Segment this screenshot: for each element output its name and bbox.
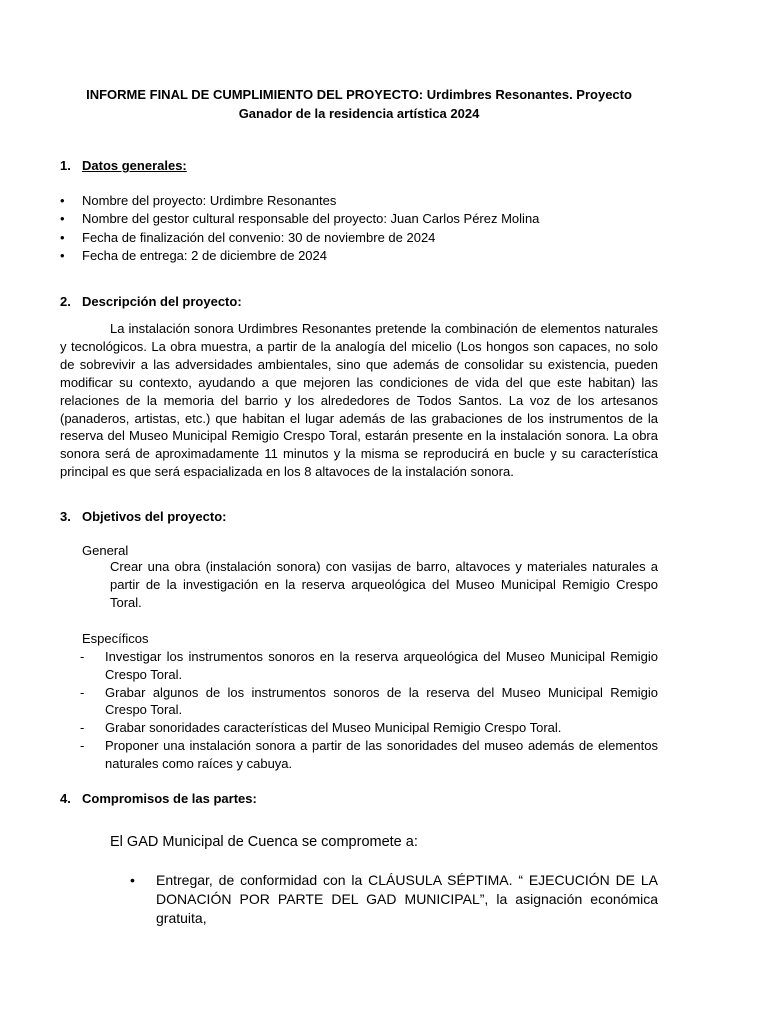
project-description (60, 320, 658, 481)
list-item: • Entregar, de conformidad con la CLÁUSULA SÉPTIMA. “ EJECUCIÓN DE LA DONACIÓN POR PARTE DEL GAD MUNICIPAL”, la asignación económica gratuita, (130, 872, 658, 926)
list-item: - Investigar los instrumentos sonoros en la reserva arqueológica del Museo Municipal Remigio Crespo Toral. (80, 649, 658, 682)
gad-commitment-intro: El GAD Municipal de Cuenca se compromete a: (110, 834, 418, 850)
section-title: Objetivos del proyecto: (82, 509, 227, 524)
section-title: Datos generales: (82, 158, 187, 173)
section-number: 2. (60, 294, 71, 309)
bullet-icon: • (130, 872, 135, 888)
section-number: 4. (60, 791, 71, 806)
list-item: • Fecha de finalización del convenio: 30 de noviembre de 2024 (60, 229, 660, 247)
bullet-icon: • (60, 229, 65, 245)
gad-commitment-list (130, 871, 658, 928)
bullet-icon: • (60, 247, 65, 263)
section-2-heading (60, 293, 242, 311)
general-data-list (60, 192, 660, 265)
section-3-heading (60, 508, 226, 526)
section-1-heading (60, 157, 187, 175)
section-4-heading (60, 790, 257, 808)
title-line-1: INFORME FINAL DE CUMPLIMIENTO DEL PROYECTO: Urdimbres Resonantes. Proyecto (86, 87, 632, 102)
list-item: • Fecha de entrega: 2 de diciembre de 2024 (60, 247, 660, 265)
description-text: La instalación sonora Urdimbres Resonantes pretende la combinación de elementos naturales y tecnológicos. La obra muestra, a partir de la analogía del micelio (Los hongos son capaces, no solo de sobrevivir a las adversidades ambientales, sino que además de consolidar su existencia, pueden modificar su contexto, ayudando a que mejoren las condiciones de vida del que este habitan) las relaciones de la memoria del barrio y los alrededores de Todos Santos. La voz de los artesanos (panaderos, artistas, etc.) que habitan el lugar además de las grabaciones de los instrumentos de la reserva del Museo Municipal Remigio Crespo Toral, estarán presente en la instalación sonora. La obra sonora será de aproximadamente 11 minutos y la misma se reproducirá en bucle y su característica principal es que será espacializada en los 8 altavoces de la instalación sonora. (60, 321, 658, 480)
list-item: - Proponer una instalación sonora a partir de las sonoridades del museo además de elementos naturales como raíces y cabuya. (80, 737, 658, 771)
bullet-icon: • (60, 211, 65, 227)
general-objective-text: Crear una obra (instalación sonora) con vasijas de barro, altavoces y materiales naturales a partir de la investigación en la reserva arqueológica del Museo Municipal Remigio Crespo Toral. (110, 559, 658, 610)
dash-marker: - (80, 649, 85, 664)
bullet-icon: • (60, 193, 65, 208)
list-item: • Nombre del proyecto: Urdimbre Resonantes (60, 192, 660, 210)
specific-objectives-label: Específicos (82, 631, 149, 646)
section-title: Descripción del proyecto: (82, 294, 242, 309)
dash-marker: - (80, 684, 85, 700)
list-item: • Nombre del gestor cultural responsable del proyecto: Juan Carlos Pérez Molina (60, 210, 660, 228)
dash-marker: - (80, 720, 85, 736)
list-item: - Grabar sonoridades características del Museo Municipal Remigio Crespo Toral. (80, 720, 562, 736)
section-number: 3. (60, 509, 71, 524)
specific-objectives-list (60, 648, 658, 773)
list-item: - Grabar algunos de los instrumentos sonoros de la reserva del Museo Municipal Remigio Crespo Toral. (80, 684, 658, 718)
dash-marker: - (80, 737, 85, 753)
title-line-2: Ganador de la residencia artística 2024 (238, 106, 480, 121)
section-title: Compromisos de las partes: (82, 791, 257, 806)
section-number: 1. (60, 158, 71, 173)
document-title (60, 85, 658, 123)
general-objective-label: General (82, 543, 129, 558)
